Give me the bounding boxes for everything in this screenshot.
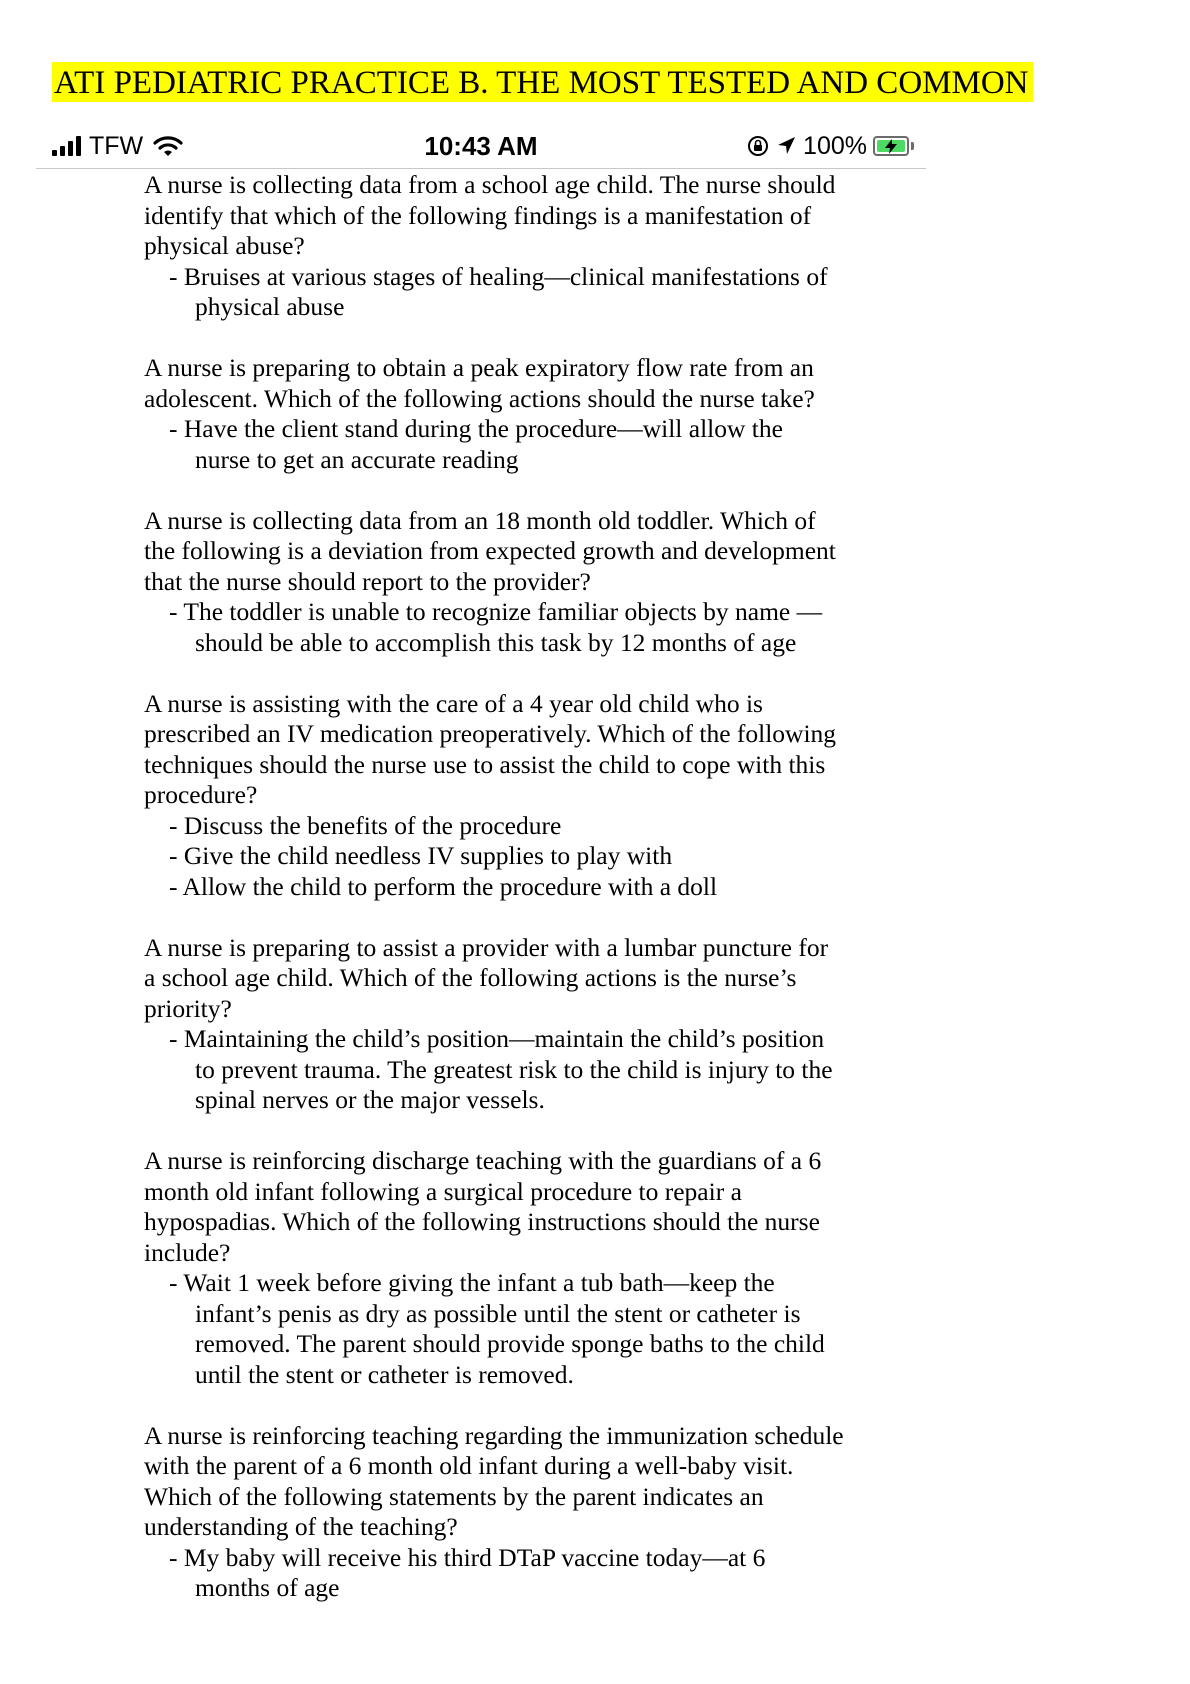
battery-percent: 100%: [803, 132, 867, 160]
question-item: [144, 353, 844, 475]
answer-list: [144, 1024, 844, 1116]
answer-item: - Bruises at various stages of healing—clinical manifestations of physical abuse: [169, 261, 828, 321]
answer-item: - Wait 1 week before giving the infant a tub bath—keep the infant’s penis as dry as possible until the stent or catheter is removed. The parent should provide sponge baths to the child until the stent or catheter is removed.: [169, 1268, 825, 1389]
answer-item: - Have the client stand during the procedure—will allow the nurse to get an accurate reading: [169, 414, 783, 474]
carrier-name: TFW: [89, 132, 144, 160]
answer-item: - Maintaining the child’s position—maintain the child’s position to prevent trauma. The greatest risk to the child is injury to the spinal nerves or the major vessels.: [169, 1024, 833, 1114]
question-text: A nurse is preparing to assist a provider with a lumbar puncture for a school age child. Which of the following actions is the nurse’s priority?: [144, 932, 829, 1023]
question-item: [144, 1421, 844, 1604]
answer-list: [144, 1543, 844, 1604]
answer-list: [144, 1268, 844, 1390]
document-title: ATI PEDIATRIC PRACTICE B. THE MOST TESTED AND COMMON: [52, 62, 1033, 102]
answer-item: - My baby will receive his third DTaP vaccine today—at 6 months of age: [169, 1542, 766, 1602]
answer-item: - Allow the child to perform the procedure with a doll: [169, 871, 718, 901]
answer-list: [144, 262, 844, 323]
status-right: [747, 132, 914, 160]
answer-item: - The toddler is unable to recognize familiar objects by name —should be able to accomplish this task by 12 months of age: [169, 597, 823, 657]
answer-list: [144, 597, 844, 658]
answer-item: - Give the child needless IV supplies to play with: [169, 841, 673, 870]
question-text: A nurse is collecting data from an 18 month old toddler. Which of the following is a deviation from expected growth and development that the nurse should report to the provider?: [144, 505, 836, 596]
answer-list: [144, 811, 844, 903]
question-item: [144, 689, 844, 903]
question-text: A nurse is preparing to obtain a peak expiratory flow rate from an adolescent. Which of the following actions should the nurse take?: [144, 353, 815, 413]
screen-lock-icon: [747, 135, 769, 157]
phone-status-bar: [36, 124, 926, 169]
question-item: [144, 170, 844, 323]
answer-list: [144, 414, 844, 475]
question-item: [144, 933, 844, 1116]
battery-charging-icon: [873, 136, 909, 156]
location-icon: [775, 135, 797, 157]
battery-tip: [911, 142, 914, 150]
question-text: A nurse is assisting with the care of a 4 year old child who is prescribed an IV medication preoperatively. Which of the following techniques should the nurse use to assist the child to cope with this procedure?: [144, 688, 837, 809]
question-item: [144, 506, 844, 659]
question-item: [144, 1146, 844, 1390]
status-time: 10:43 AM: [424, 131, 538, 161]
question-text: A nurse is reinforcing discharge teaching with the guardians of a 6 month old infant following a surgical procedure to repair a hypospadias. Which of the following instructions should the nurse include?: [144, 1146, 822, 1267]
question-text: A nurse is collecting data from a school age child. The nurse should identify that which of the following findings is a manifestation of physical abuse?: [144, 170, 836, 260]
question-text: A nurse is reinforcing teaching regarding the immunization schedule with the parent of a 6 month old infant during a well-baby visit. Which of the following statements by the parent indicates an understanding of the teaching?: [144, 1420, 844, 1541]
answer-item: - Discuss the benefits of the procedure: [169, 810, 562, 840]
question-list: [144, 170, 844, 1634]
